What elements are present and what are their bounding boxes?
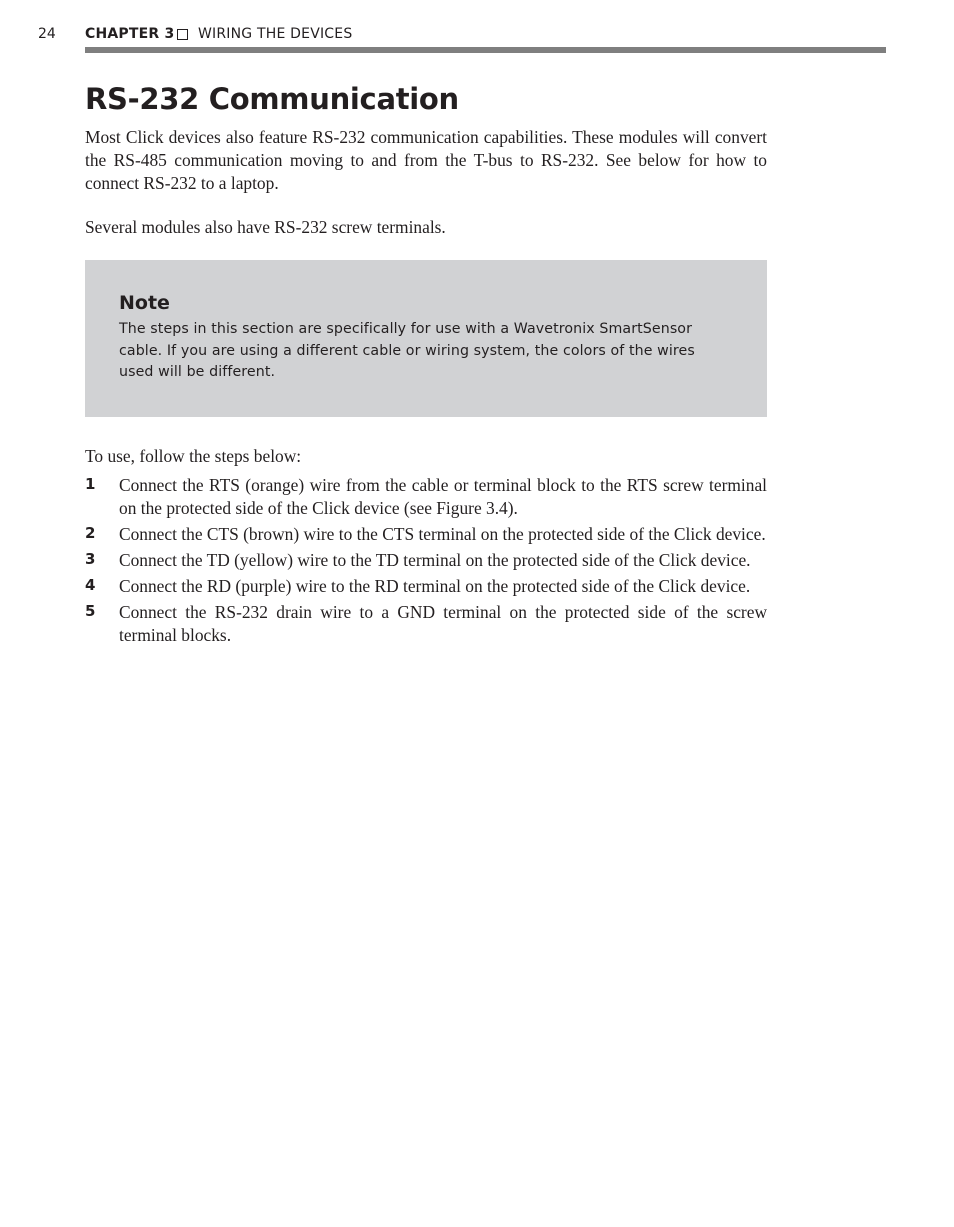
note-heading: Note (119, 292, 170, 314)
step-text: Connect the TD (yellow) wire to the TD terminal on the protected side of the Click device. (119, 550, 751, 570)
chapter-title: WIRING THE DEVICES (198, 26, 353, 42)
step-item (85, 474, 767, 520)
note-box (85, 260, 767, 417)
step-number: 5 (85, 602, 96, 620)
steps-intro: To use, follow the steps below: (85, 446, 302, 466)
section-title: RS-232 Communication (85, 82, 459, 116)
step-number: 3 (85, 550, 96, 568)
steps-list (85, 474, 767, 647)
header-rule (85, 47, 886, 53)
page-number: 24 (38, 26, 56, 42)
running-header (38, 26, 886, 46)
body-paragraph: Several modules also have RS-232 screw terminals. (85, 217, 446, 237)
separator-square-icon (177, 29, 188, 40)
step-number: 4 (85, 576, 96, 594)
step-text: Connect the CTS (brown) wire to the CTS terminal on the protected side of the Click device. (119, 524, 766, 544)
step-number: 1 (85, 475, 96, 493)
step-item (85, 523, 767, 546)
note-text: The steps in this section are specifically for use with a Wavetronix SmartSensor cable. If you are using a different cable or wiring system, the colors of the wires used will be different. (119, 321, 695, 380)
step-item (85, 575, 767, 598)
body-paragraph: Most Click devices also feature RS-232 communication capabilities. These modules will convert the RS-485 communication moving to and from the T-bus to RS-232. See below for how to connect RS-232 to a laptop. (85, 127, 767, 193)
step-text: Connect the RTS (orange) wire from the cable or terminal block to the RTS screw terminal on the protected side of the Click device (see Figure 3.4). (119, 475, 767, 518)
step-text: Connect the RS-232 drain wire to a GND terminal on the protected side of the screw terminal blocks. (119, 602, 767, 645)
chapter-label: CHAPTER 3 (85, 26, 175, 42)
step-item (85, 601, 767, 647)
main-content (85, 80, 767, 650)
step-item (85, 549, 767, 572)
step-text: Connect the RD (purple) wire to the RD terminal on the protected side of the Click device. (119, 576, 751, 596)
step-number: 2 (85, 524, 96, 542)
